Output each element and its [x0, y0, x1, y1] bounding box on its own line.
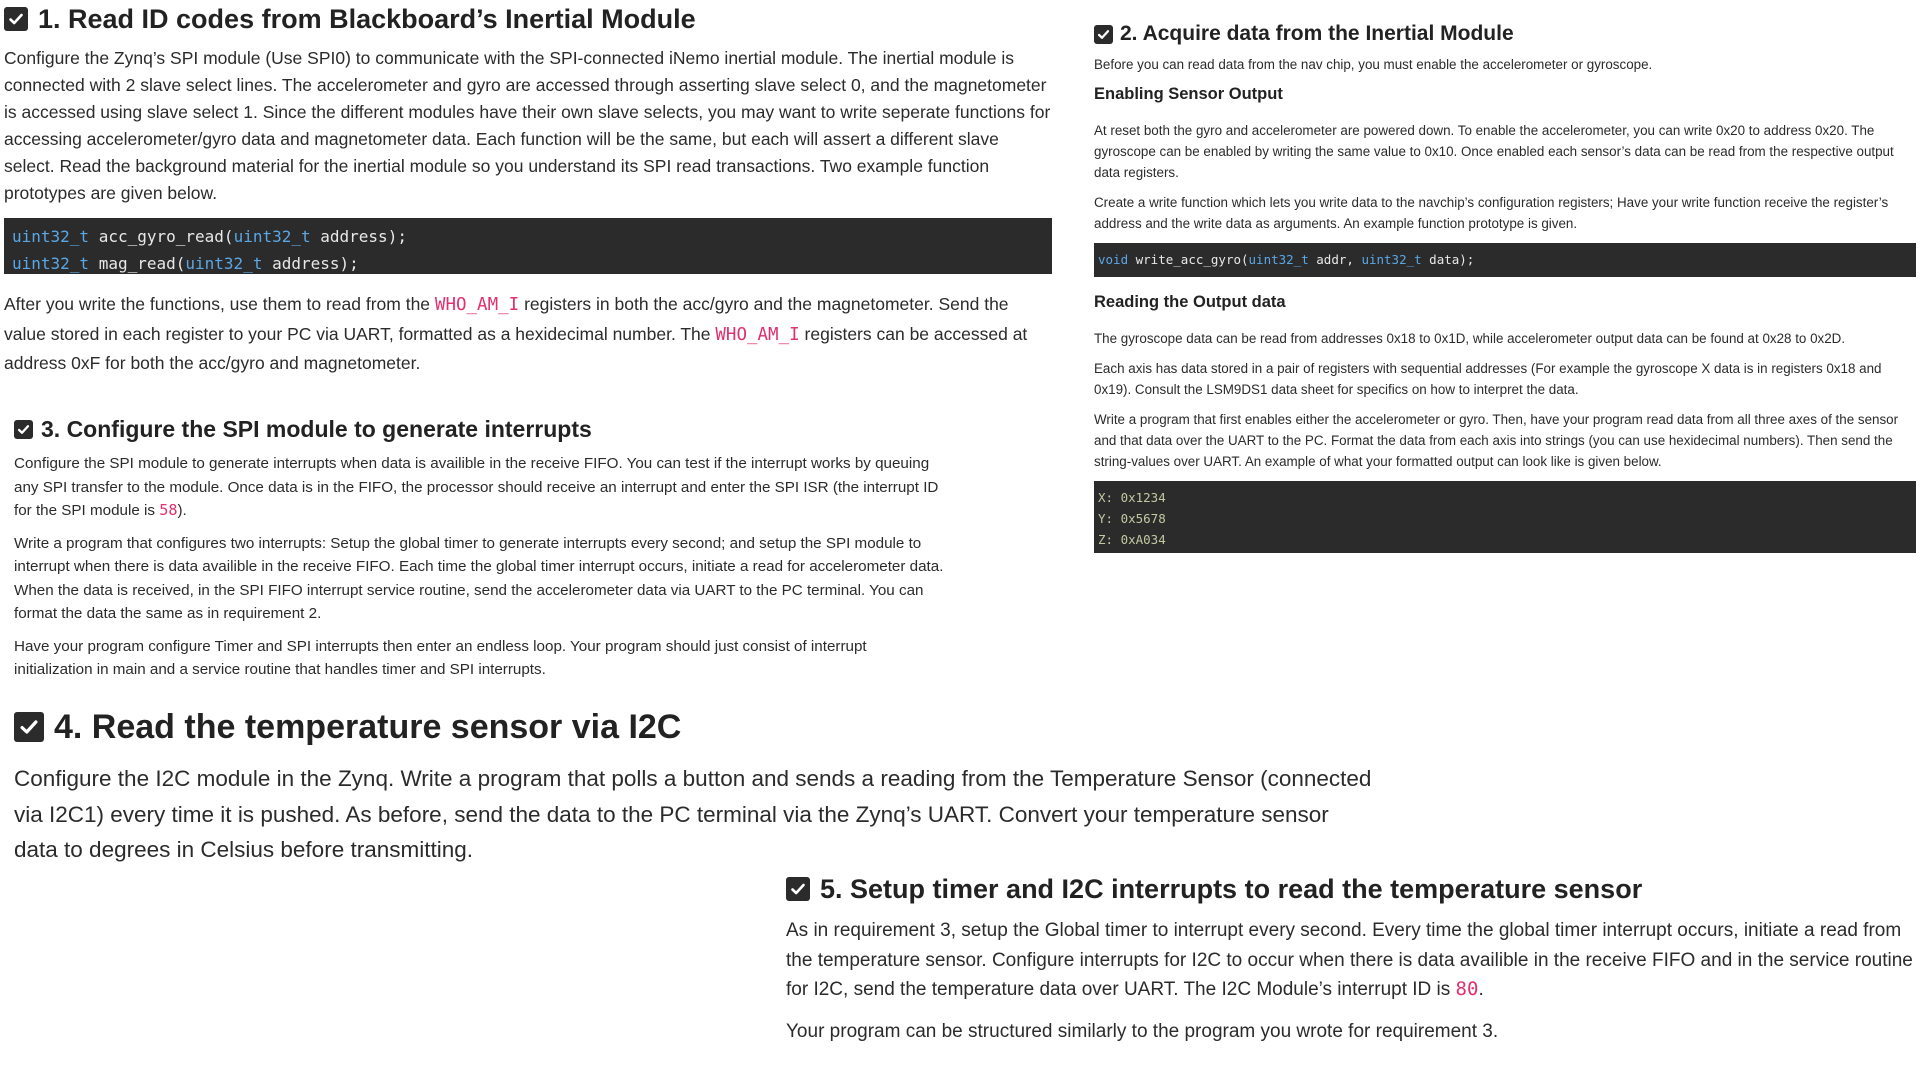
code-block-write-prototype	[1094, 243, 1916, 277]
section-1	[4, 0, 1054, 378]
code-type: uint32_t	[1248, 252, 1309, 267]
section-2-heading	[1094, 20, 1920, 48]
code-fn: acc_gyro_read(	[89, 227, 234, 246]
text: .	[1478, 979, 1484, 1000]
inline-code-who-am-i: WHO_AM_I	[434, 295, 520, 315]
checkbox-checked-icon[interactable]	[4, 7, 28, 31]
code-block-prototypes	[4, 218, 1052, 274]
section-4-heading	[14, 705, 1394, 749]
section-4	[14, 705, 1394, 868]
section-3-para-3: Have your program configure Timer and SPI interrupts then enter an endless loop. Your program should just consist of interrupt initialization in main and a service routine that handles timer and SPI interrupts.	[14, 637, 867, 678]
code-type: uint32_t	[12, 254, 90, 273]
code-type: uint32_t	[12, 227, 90, 246]
section-2-para-4: Each axis has data stored in a pair of registers with sequential addresses (For example the gyroscope X data is in registers 0x18 and 0x19). Consult the LSM9DS1 data sheet for specifics on how to interpret the data.	[1094, 361, 1882, 397]
inline-code-irq: 58	[159, 501, 178, 519]
section-2-para-5: Write a program that first enables either the accelerometer or gyro. Then, have your program read data from all three axes of the sensor and that data over the UART to the PC. Format the data from each axis into strings (you can use hexidecimal numbers). Then send the string-values over UART. An example of what your formatted output can look like is given below.	[1094, 412, 1899, 469]
section-5-para-2: Your program can be structured similarly to the program you wrote for requirement 3.	[786, 1020, 1499, 1042]
subheading-reading-output-data: Reading the Output data	[1094, 293, 1286, 311]
section-2-para-3: The gyroscope data can be read from addresses 0x18 to 0x1D, while accelerometer output data can be found at 0x28 to 0x2D.	[1094, 331, 1846, 346]
section-2-para-2: Create a write function which lets you write data to the navchip’s configuration registers; Have your write function receive the register’s address and the write data as arguments. An example function prototype is given.	[1094, 195, 1889, 231]
text: registers can be accessed at address 0xF for both the acc/gyro and magnetometer.	[4, 323, 1028, 373]
text: ).	[177, 502, 187, 519]
checkbox-checked-icon[interactable]	[1094, 25, 1113, 44]
section-2-intro: Before you can read data from the nav chip, you must enable the accelerometer or gyroscope.	[1094, 57, 1653, 72]
code-arg: data);	[1421, 252, 1475, 267]
code-type: uint32_t	[1361, 252, 1422, 267]
section-5-para-1	[786, 916, 1916, 1005]
section-5	[786, 872, 1916, 1046]
checkbox-checked-icon[interactable]	[786, 877, 810, 901]
text: After you write the functions, use them to read from the	[4, 294, 435, 314]
inline-code-who-am-i: WHO_AM_I	[715, 324, 800, 345]
section-3-heading	[14, 414, 944, 444]
checkbox-checked-icon[interactable]	[14, 420, 33, 439]
inline-code-irq: 80	[1455, 978, 1479, 1000]
section-4-title: 4. Read the temperature sensor via I2C	[54, 707, 682, 746]
section-3-title: 3. Configure the SPI module to generate interrupts	[41, 415, 592, 442]
section-3-para-1	[14, 452, 944, 523]
section-3	[14, 414, 944, 682]
section-1-title: 1. Read ID codes from Blackboard’s Inertial Module	[38, 3, 696, 34]
section-5-heading	[786, 872, 1916, 906]
section-1-body-2	[4, 290, 1054, 378]
output-x: X: 0x1234	[1098, 490, 1166, 505]
code-fn: write_acc_gyro(	[1128, 252, 1249, 267]
checkbox-checked-icon[interactable]	[14, 712, 44, 742]
code-arg: addr,	[1308, 252, 1362, 267]
section-3-para-2: Write a program that configures two interrupts: Setup the global timer to generate interrupts every second; and setup the SPI module to interrupt when there is data availible in the receive FIFO. Each time the global timer interrupt occurs, initiate a read for accelerometer data. When the data is received, in the SPI FIFO interrupt service routine, send the accelerometer data via UART to the PC terminal. You can format the data the same as in requirement 2.	[14, 534, 944, 622]
subheading-enabling-sensor-output: Enabling Sensor Output	[1094, 85, 1283, 103]
section-5-title: 5. Setup timer and I2C interrupts to read the temperature sensor	[820, 873, 1643, 904]
text: registers in both the acc/gyro and the magnetometer. Send the value stored in each register to your PC via UART, formatted as a hexidecimal number. The	[4, 294, 1009, 344]
code-arg: address);	[310, 227, 407, 246]
code-block-example-output	[1094, 481, 1916, 553]
section-4-para-1: Configure the I2C module in the Zynq. Write a program that polls a button and sends a reading from the Temperature Sensor (connected via I2C1) every time it is pushed. As before, send the data to the PC terminal via the Zynq’s UART. Convert your temperature sensor data to degrees in Celsius before transmitting.	[14, 766, 1372, 862]
code-type: uint32_t	[233, 227, 311, 246]
section-2-title: 2. Acquire data from the Inertial Module	[1120, 22, 1514, 45]
code-keyword: void	[1098, 252, 1129, 267]
text: Configure the SPI module to generate interrupts when data is availible in the receive FIFO. You can test if the interrupt works by queuing any SPI transfer to the module. Once data is in the FIFO, the processor should receive an interrupt and enter the SPI ISR (the interrupt ID for the SPI module is	[14, 455, 939, 519]
section-2-para-1: At reset both the gyro and accelerometer are powered down. To enable the accelerometer, you can write 0x20 to address 0x20. The gyroscope can be enabled by writing the same value to 0x10. Once enabled each sensor’s data can be read from the respective output data registers.	[1094, 123, 1894, 180]
code-arg: address);	[262, 254, 359, 273]
section-1-heading	[4, 2, 1054, 36]
text: As in requirement 3, setup the Global timer to interrupt every second. Every time the global timer interrupt occurs, initiate a read from the temperature sensor. Configure interrupts for I2C to occur when there is data availible in the receive FIFO and in the service routine for I2C, send the temperature data over UART. The I2C Module’s interrupt ID is	[786, 920, 1913, 1000]
output-y: Y: 0x5678	[1098, 511, 1166, 526]
code-fn: mag_read(	[89, 254, 186, 273]
code-type: uint32_t	[185, 254, 263, 273]
section-2	[1094, 20, 1920, 553]
output-z: Z: 0xA034	[1098, 532, 1166, 547]
section-1-body: Configure the Zynq’s SPI module (Use SPI0) to communicate with the SPI-connected iNemo inertial module. The inertial module is connected with 2 slave select lines. The accelerometer and gyro are accessed through asserting slave select 0, and the magnetometer is accessed using slave select 1. Since the different modules have their own slave selects, you may want to write seperate functions for accessing accelerometer/gyro data and magnetometer data. Each function will be the same, but each will assert a different slave select. Read the background material for the inertial module so you understand its SPI read transactions. Two example function prototypes are given below.	[4, 48, 1051, 203]
